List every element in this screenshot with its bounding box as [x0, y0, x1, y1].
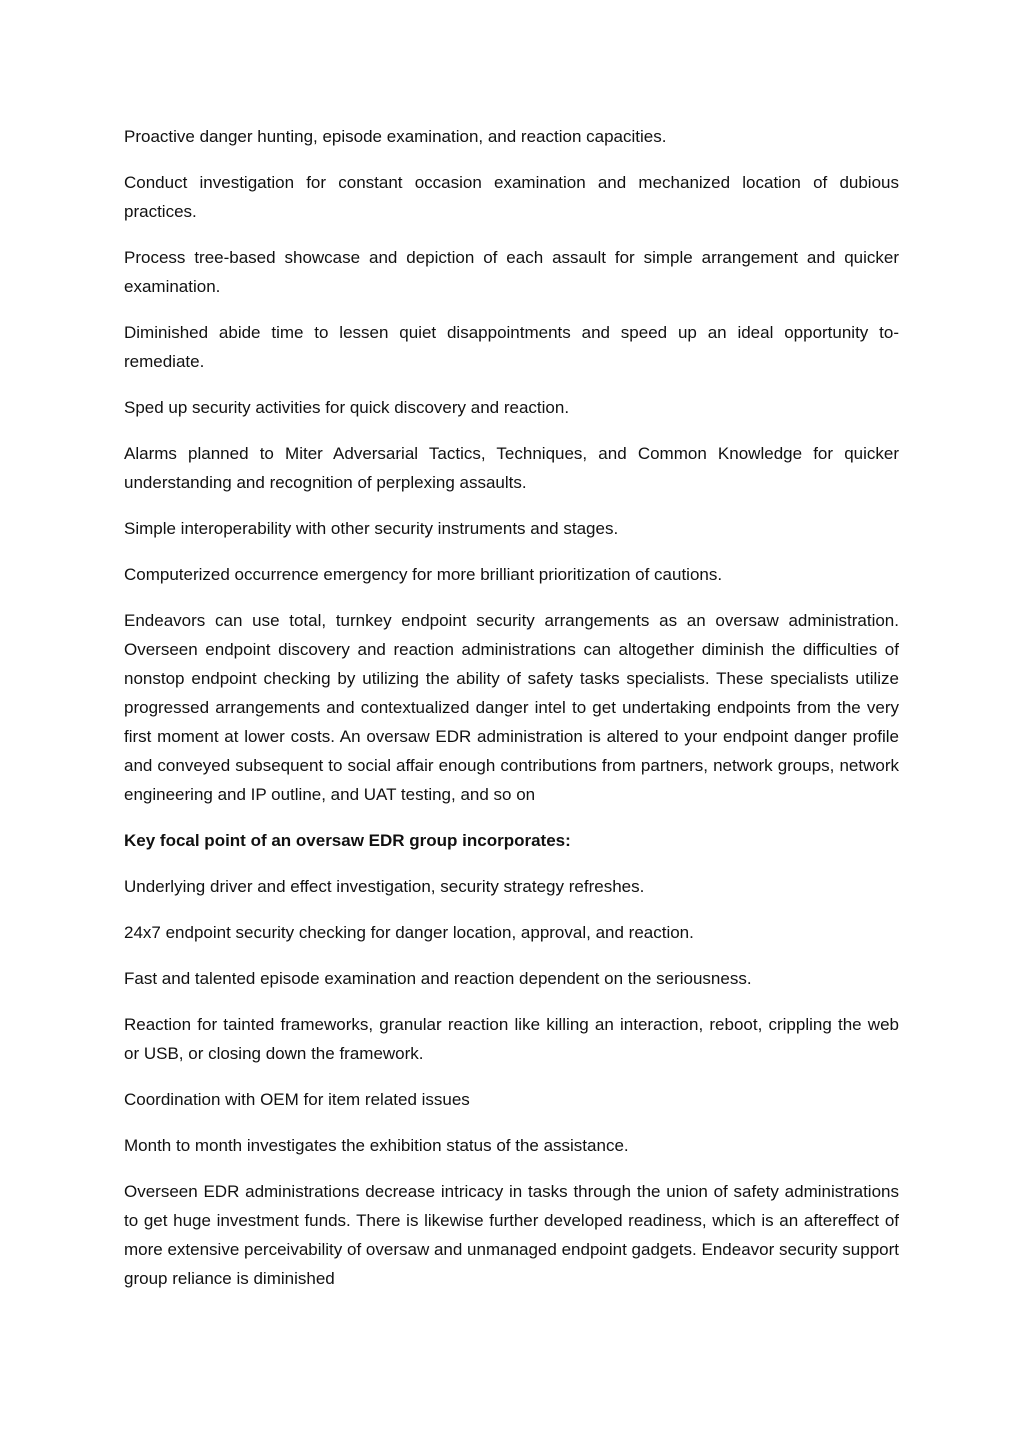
paragraph: Conduct investigation for constant occasion examination and mechanized location of dubious practices.	[124, 173, 899, 221]
paragraph: Simple interoperability with other security instruments and stages.	[124, 519, 619, 538]
paragraph: Sped up security activities for quick discovery and reaction.	[124, 398, 570, 417]
paragraph: Overseen EDR administrations decrease intricacy in tasks through the union of safety administrations to get huge investment funds. There is likewise further developed readiness, which is an aftereffect of more extensive perceivability of oversaw and unmanaged endpoint gadgets. Endeavor security support group reliance is diminished	[124, 1182, 899, 1288]
paragraph: 24x7 endpoint security checking for danger location, approval, and reaction.	[124, 923, 694, 942]
paragraph: Process tree-based showcase and depiction of each assault for simple arrangement and quicker examination.	[124, 248, 899, 296]
paragraph: Diminished abide time to lessen quiet disappointments and speed up an ideal opportunity to-remediate.	[124, 323, 899, 371]
section-heading: Key focal point of an oversaw EDR group incorporates:	[124, 831, 571, 850]
paragraph: Fast and talented episode examination and reaction dependent on the seriousness.	[124, 969, 752, 988]
paragraph: Endeavors can use total, turnkey endpoint security arrangements as an oversaw administration. Overseen endpoint discovery and reaction administrations can altogether diminish the difficulties of nonstop endpoint checking by utilizing the ability of safety tasks specialists. These specialists utilize progressed arrangements and contextualized danger intel to get undertaking endpoints from the very first moment at lower costs. An oversaw EDR administration is altered to your endpoint danger profile and conveyed subsequent to social affair enough contributions from partners, network groups, network engineering and IP outline, and UAT testing, and so on	[124, 611, 899, 804]
document-page	[124, 122, 899, 1310]
paragraph: Computerized occurrence emergency for more brilliant prioritization of cautions.	[124, 565, 723, 584]
paragraph: Underlying driver and effect investigation, security strategy refreshes.	[124, 877, 645, 896]
paragraph: Reaction for tainted frameworks, granular reaction like killing an interaction, reboot, crippling the web or USB, or closing down the framework.	[124, 1015, 899, 1063]
paragraph: Month to month investigates the exhibition status of the assistance.	[124, 1136, 629, 1155]
paragraph: Proactive danger hunting, episode examination, and reaction capacities.	[124, 127, 667, 146]
paragraph: Alarms planned to Miter Adversarial Tactics, Techniques, and Common Knowledge for quicker understanding and recognition of perplexing assaults.	[124, 444, 899, 492]
paragraph: Coordination with OEM for item related issues	[124, 1090, 470, 1109]
